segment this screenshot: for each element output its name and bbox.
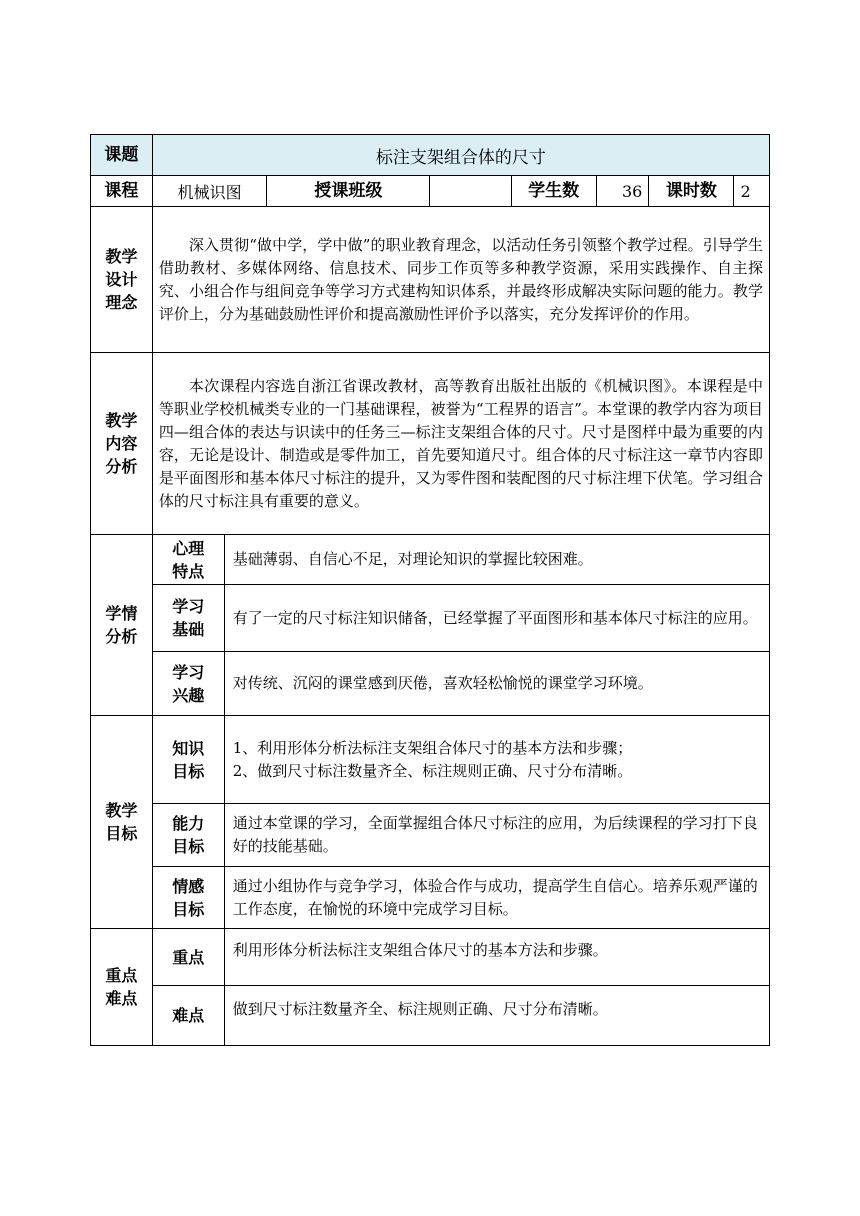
keypoints-label (91, 929, 153, 1046)
design-text (152, 207, 769, 353)
goal-sub-label-1: 知识 目标 (152, 716, 224, 804)
learner-sub-label-2: 学习 基础 (152, 585, 224, 652)
content-text (152, 353, 769, 535)
learner-text-3: 对传统、沉闷的课堂感到厌倦，喜欢轻松愉悦的课堂学习环境。 (224, 652, 769, 716)
topic-title: 标注支架组合体的尺寸 (152, 135, 769, 176)
lesson-plan-table (90, 134, 770, 1046)
goal-knowledge-text (224, 716, 769, 804)
keypoint-sub-label-2: 难点 (152, 986, 224, 1046)
goals-label (91, 716, 153, 929)
goal-sub-label-2: 能力 目标 (152, 804, 224, 867)
goal-knowledge-line-1: 1、利用形体分析法标注支架组合体尺寸的基本方法和步骤； (232, 738, 633, 757)
goal-ability-text: 通过本堂课的学习，全面掌握组合体尺寸标注的应用，为后续课程的学习打下良好的技能基础。 (224, 804, 769, 867)
topic-label: 课题 (91, 135, 153, 176)
design-paragraph: 深入贯彻“做中学，学中做”的职业教育理念，以活动任务引领整个教学过程。引导学生借助教材、多媒体网络、信息技术、同步工作页等多种教学资源，采用实践操作、自主探究、小组合作与组间竞争等学习方式建构知识体系，并最终形成解决实际问题的能力。教学评价上，分为基础鼓励性评价和提高激励性评价予以落实，充分发挥评价的作用。 (158, 235, 763, 323)
design-label-text: 教学 设计 理念 (105, 247, 138, 312)
learner-sub-label-3: 学习 兴趣 (152, 652, 224, 716)
learner-sub-label-1: 心理 特点 (152, 535, 224, 585)
learner-text-1: 基础薄弱、自信心不足，对理论知识的掌握比较困难。 (224, 535, 769, 585)
hours-label: 课时数 (649, 176, 734, 207)
course-name: 机械识图 (152, 176, 267, 207)
goal-knowledge-line-2: 2、做到尺寸标注数量齐全、标注规则正确、尺寸分布清晰。 (232, 761, 633, 780)
course-label: 课程 (91, 176, 153, 207)
content-paragraph: 本次课程内容选自浙江省课改教材，高等教育出版社出版的《机械识图》。本课程是中等职业学校机械类专业的一门基础课程，被誉为“工程界的语言”。本堂课的教学内容为项目四—组合体的表达与识读中的任务三—标注支架组合体的尺寸。尺寸是图样中最为重要的内容，无论是设计、制造或是零件加工，首先要知道尺寸。组合体的尺寸标注这一章节内容即是平面图形和基本体尺寸标注的提升，又为零件图和装配图的尺寸标注埋下伏笔。学习组合体的尺寸标注具有重要的意义。 (158, 376, 763, 510)
design-label (91, 207, 153, 353)
content-label (91, 353, 153, 535)
students-label: 学生数 (511, 176, 596, 207)
goal-emotion-text: 通过小组协作与竞争学习，体验合作与成功，提高学生自信心。培养乐观严谨的工作态度，在愉悦的环境中完成学习目标。 (224, 867, 769, 929)
keypoint-text-2: 做到尺寸标注数量齐全、标注规则正确、尺寸分布清晰。 (224, 986, 769, 1046)
learner-label-text: 学情 分析 (105, 604, 138, 646)
goal-sub-label-3: 情感 目标 (152, 867, 224, 929)
learner-text-2: 有了一定的尺寸标注知识储备，已经掌握了平面图形和基本体尺寸标注的应用。 (224, 585, 769, 652)
keypoint-sub-label-1: 重点 (152, 929, 224, 986)
keypoints-label-text: 重点 难点 (105, 966, 138, 1008)
students-count: 36 (596, 176, 649, 207)
learner-label (91, 535, 153, 716)
hours-count: 2 (734, 176, 770, 207)
content-label-text: 教学 内容 分析 (105, 411, 138, 476)
keypoint-text-1: 利用形体分析法标注支架组合体尺寸的基本方法和步骤。 (224, 929, 769, 986)
class-label: 授课班级 (267, 176, 430, 207)
class-value (430, 176, 511, 207)
goals-label-text: 教学 目标 (105, 801, 138, 843)
